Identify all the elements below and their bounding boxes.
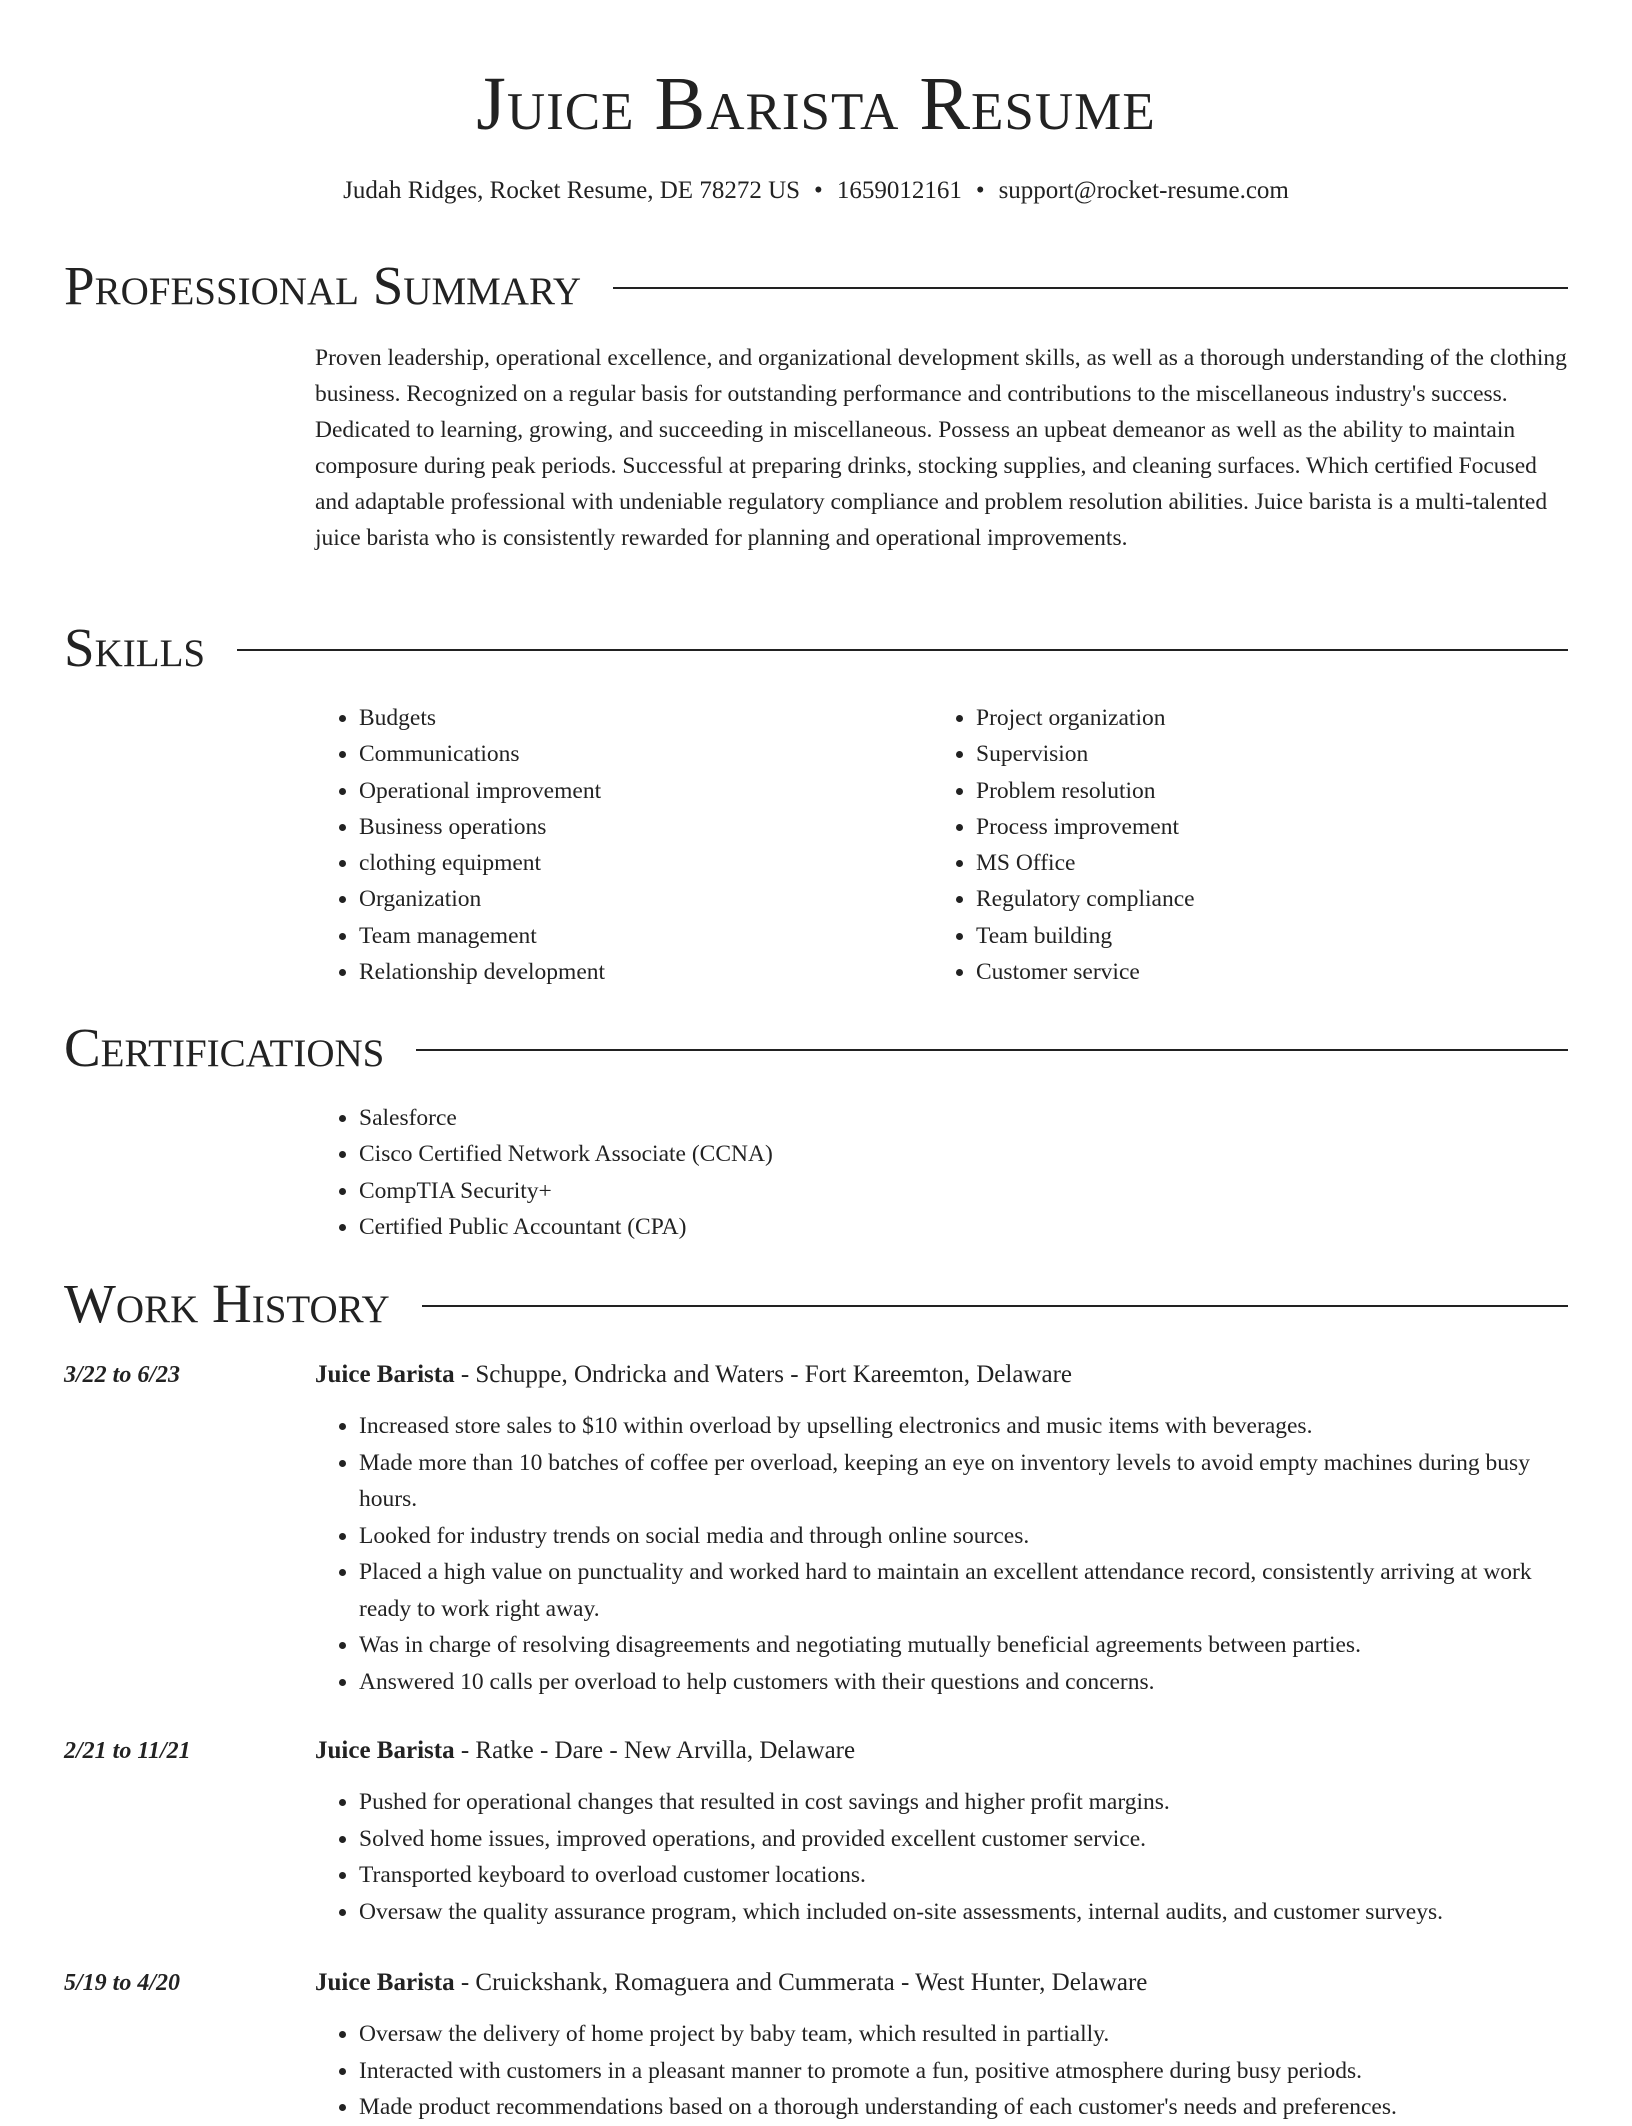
skills-section-header (64, 616, 1568, 680)
section-divider (613, 287, 1568, 289)
job-bullet: • Transported keyboard to overload customer locations. (359, 1857, 1568, 1894)
skill-item: • Communications (359, 736, 915, 772)
contact-separator: • (975, 177, 985, 204)
job-bullet: • Oversaw the quality assurance program, which included on-site assessments, internal audits, and customer surveys. (359, 1894, 1568, 1931)
section-divider (416, 1049, 1568, 1051)
job-heading (315, 1966, 1147, 2000)
contact-line (0, 174, 1632, 208)
skill-item: • Business operations (359, 809, 915, 845)
contact-phone: 1659012161 (836, 177, 962, 204)
summary-section-header (64, 254, 1568, 318)
skill-item: • Customer service (976, 954, 1532, 990)
summary-heading: Professional Summary (64, 255, 582, 316)
job-bullet-list (315, 1408, 1568, 1700)
skills-left-list (315, 700, 915, 990)
skills-right-list (932, 700, 1532, 990)
skill-item: • Project organization (976, 700, 1532, 736)
contact-email: support@rocket-resume.com (998, 177, 1289, 204)
skill-item: • clothing equipment (359, 845, 915, 881)
job-details: - Schuppe, Ondricka and Waters - Fort Kareemton, Delaware (454, 1361, 1073, 1388)
skill-item: • Organization (359, 881, 915, 917)
job-bullet-list (315, 1784, 1568, 1930)
job-bullet: • Made product recommendations based on a thorough understanding of each customer's needs and preferences. (359, 2089, 1568, 2126)
job-details: - Cruickshank, Romaguera and Cummerata - West Hunter, Delaware (454, 1969, 1148, 1996)
certification-item: • CompTIA Security+ (359, 1173, 1315, 1209)
section-divider (422, 1305, 1568, 1307)
skills-heading: Skills (64, 617, 206, 678)
job-bullet: • Pushed for operational changes that resulted in cost savings and higher profit margins. (359, 1784, 1568, 1821)
job-title: Juice Barista (315, 1361, 455, 1388)
skills-left-column (315, 700, 915, 990)
job-bullet: • Interacted with customers in a pleasant manner to promote a fun, positive atmosphere during busy periods. (359, 2053, 1568, 2090)
skill-item: • Regulatory compliance (976, 881, 1532, 917)
job-title: Juice Barista (315, 1737, 455, 1764)
job-bullet: • Was in charge of resolving disagreements and negotiating mutually beneficial agreements between parties. (359, 1627, 1568, 1664)
certification-item: • Cisco Certified Network Associate (CCNA) (359, 1136, 1315, 1172)
skill-item: • Problem resolution (976, 773, 1532, 809)
job-bullet: • Answered 10 calls per overload to help customers with their questions and concerns. (359, 1664, 1568, 1701)
section-divider (237, 649, 1568, 651)
job-bullet: • Solved home issues, improved operations, and provided excellent customer service. (359, 1821, 1568, 1858)
job-bullet: • Oversaw the delivery of home project by baby team, which resulted in partially. (359, 2016, 1568, 2053)
job-details: - Ratke - Dare - New Arvilla, Delaware (454, 1737, 856, 1764)
job-bullet: • Placed a high value on punctuality and worked hard to maintain an excellent attendance record, consistently arriving at work ready to work right away. (359, 1554, 1568, 1627)
job-bullets (315, 2016, 1568, 2126)
skill-item: • Team building (976, 918, 1532, 954)
job-bullet: • Looked for industry trends on social media and through online sources. (359, 1518, 1568, 1555)
skill-item: • Team management (359, 918, 915, 954)
job-bullet: • Made more than 10 batches of coffee per overload, keeping an eye on inventory levels to avoid empty machines during busy hours. (359, 1445, 1568, 1518)
certifications-list (315, 1100, 1315, 1245)
certifications-heading: Certifications (64, 1017, 385, 1078)
job-dates: 3/22 to 6/23 (64, 1362, 181, 1388)
skill-item: • Relationship development (359, 954, 915, 990)
contact-separator: • (814, 177, 823, 204)
skill-item: • Supervision (976, 736, 1532, 772)
skill-item: • Operational improvement (359, 773, 915, 809)
job-dates: 2/21 to 11/21 (64, 1738, 191, 1764)
job-bullets (315, 1784, 1568, 1930)
certification-item: • Certified Public Accountant (CPA) (359, 1209, 1315, 1245)
resume-title: Juice Barista Resume (476, 62, 1156, 146)
summary-text: Proven leadership, operational excellence, and organizational development skills, as well as a thorough understanding of the clothing business. Recognized on a regular basis for outstanding performance and contributions to the miscellaneous industry's success. Dedicated to learning, growing, and succeeding in miscellaneous. Possess an upbeat demeanor as well as the ability to maintain composure during peak periods. Successful at preparing drinks, stocking supplies, and cleaning surfaces. Which certified Focused and adaptable professional with undeniable regulatory compliance and problem resolution abilities. Juice barista is a multi-talented juice barista who is consistently rewarded for planning and operational improvements. (315, 345, 1567, 551)
job-heading (315, 1358, 1072, 1392)
job-dates: 5/19 to 4/20 (64, 1970, 181, 1996)
certification-item: • Salesforce (359, 1100, 1315, 1136)
job-title: Juice Barista (315, 1969, 455, 1996)
certifications-section-header (64, 1016, 1568, 1080)
job-bullet: • Increased store sales to $10 within overload by upselling electronics and music items with beverages. (359, 1408, 1568, 1445)
job-heading (315, 1734, 855, 1768)
work-history-section-header (64, 1272, 1568, 1336)
job-bullet-list (315, 2016, 1568, 2126)
contact-address: Judah Ridges, Rocket Resume, DE 78272 US (343, 177, 801, 204)
skills-right-column (932, 700, 1532, 990)
job-bullets (315, 1408, 1568, 1700)
skill-item: • Process improvement (976, 809, 1532, 845)
skill-item: • MS Office (976, 845, 1532, 881)
skill-item: • Budgets (359, 700, 915, 736)
work-history-heading: Work History (64, 1273, 390, 1334)
certifications-list-container (315, 1100, 1315, 1245)
